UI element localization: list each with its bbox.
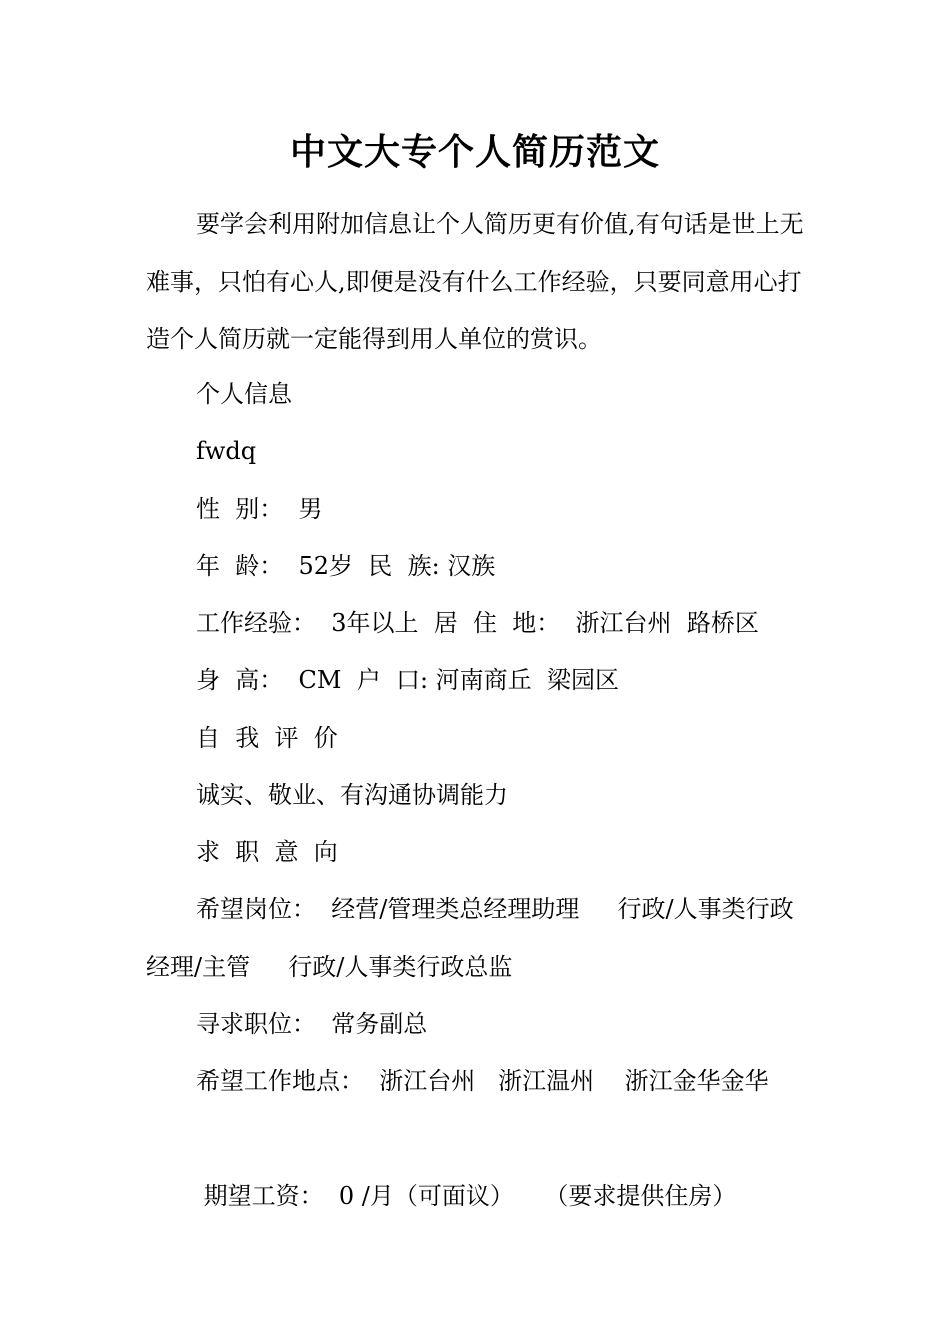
document-title: 中文大专个人简历范文 (289, 131, 660, 173)
personal-info-heading: 个人信息 (196, 380, 292, 408)
intent-heading: 求 职 意 向 (196, 838, 338, 866)
desired-locations-paragraph: 希望工作地点： 浙江台州 浙江温州 浙江金华金华 (196, 1067, 769, 1095)
age-ethnicity-line: 年 龄： 52岁 民 族: 汉族 (196, 552, 496, 580)
desired-positions-paragraph: 希望岗位： 经营/管理类总经理助理 行政/人事类行政经理/主管 行政/人事类行政总监 (146, 895, 794, 981)
intro-paragraph: 要学会利用附加信息让个人简历更有价值,有句话是世上无难事，只怕有心人,即便是没有什么工作经验，只要同意用心打造个人简历就一定能得到用人单位的赏识。 (146, 210, 804, 353)
experience-residence-line: 工作经验： 3年以上 居 住 地： 浙江台州 路桥区 (196, 609, 759, 637)
height-hukou-line: 身 高： CM 户 口: 河南商丘 梁园区 (196, 666, 619, 694)
gender-line: 性 别： 男 (196, 495, 323, 523)
expected-salary-line: 期望工资： 0 /月（可面议） （要求提供住房） (196, 1182, 737, 1210)
sought-position-line: 寻求职位： 常务副总 (196, 1010, 428, 1038)
self-eval-heading: 自 我 评 价 (196, 724, 338, 752)
name-line: fwdq (196, 437, 257, 465)
self-eval-line: 诚实、敬业、有沟通协调能力 (196, 781, 508, 809)
